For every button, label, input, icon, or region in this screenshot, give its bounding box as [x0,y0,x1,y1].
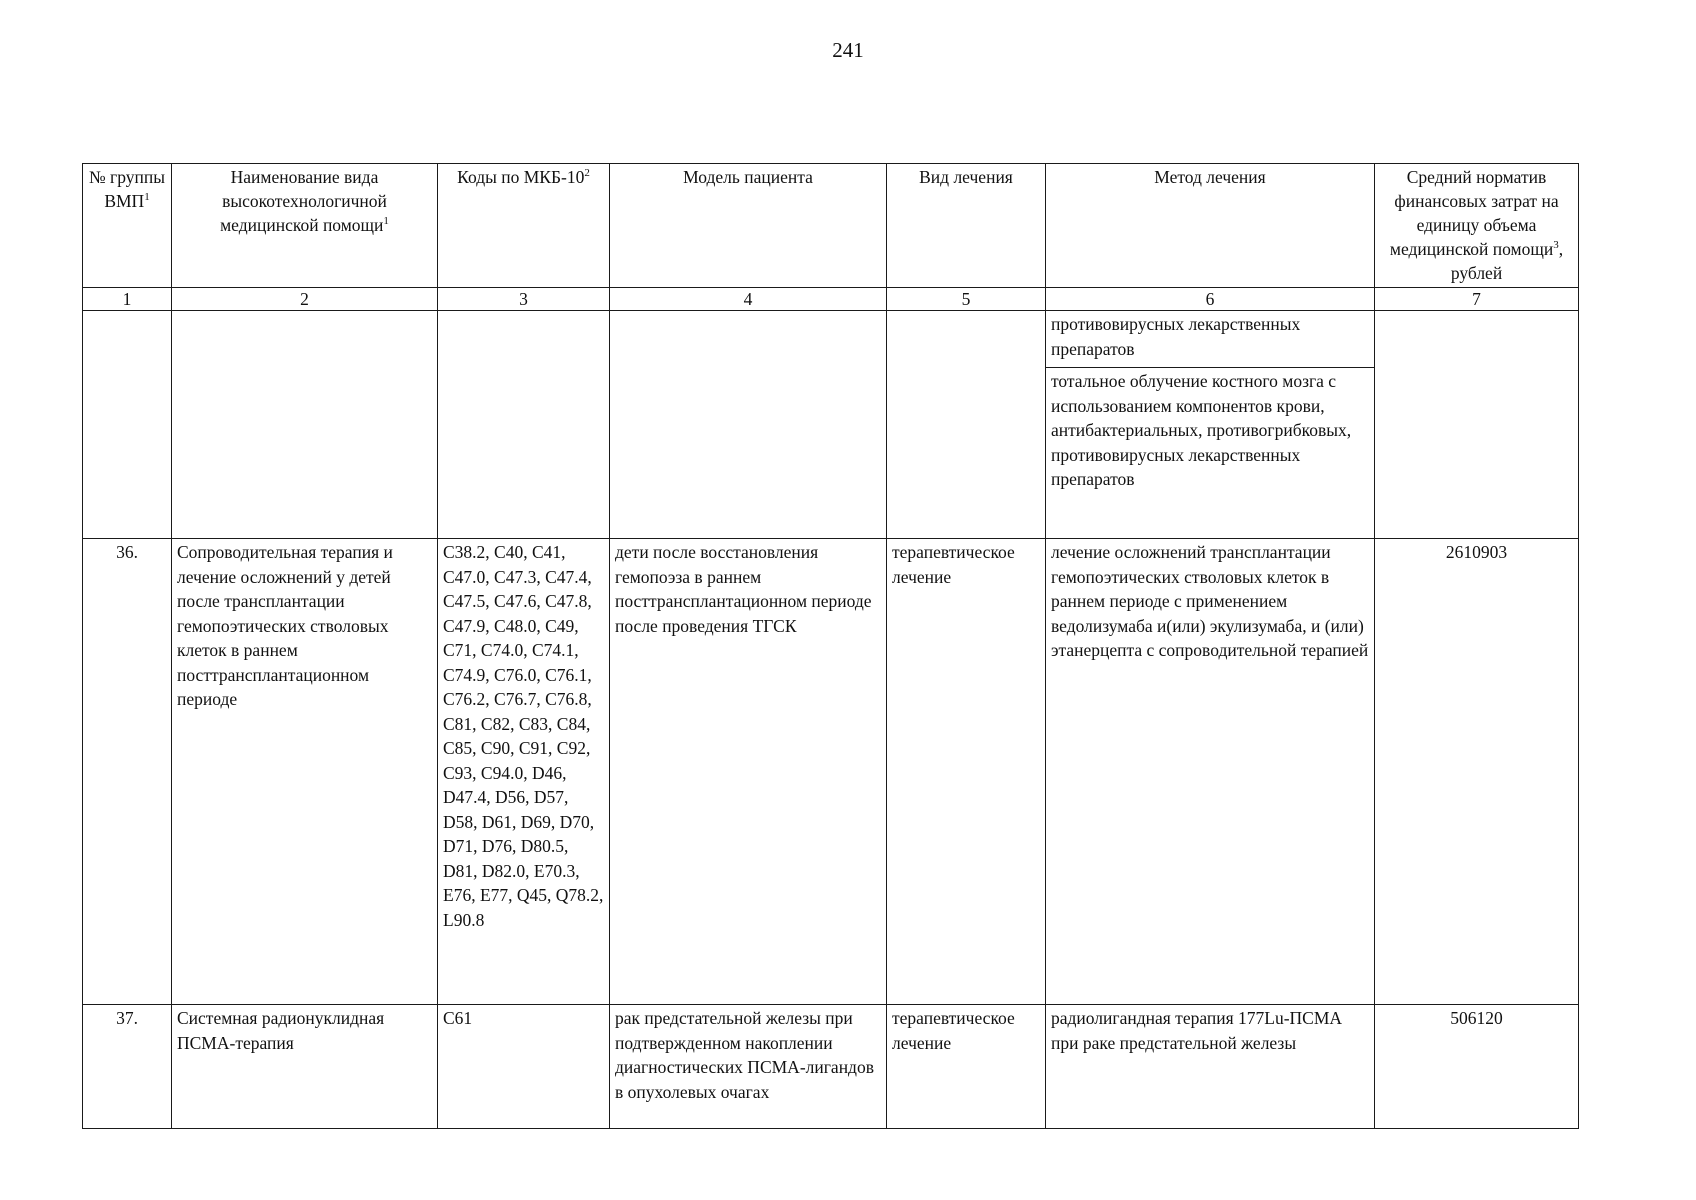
header-cost-norm: Средний норматив финансовых затрат на единицу объема медицинской помощи$^3$, рублей [1375,164,1579,288]
column-number: 5 [887,288,1046,311]
cell-care-type-name: Системная радионуклидная ПСМА-терапия [172,1005,438,1129]
cell-icd-codes: C61 [438,1005,610,1129]
cell-icd-codes: C38.2, C40, C41, C47.0, C47.3, C47.4, C47.5, C47.6, C47.8, C47.9, C48.0, C49, C71, C74.0, C74.1, C74.9, C76.0, C76.1, C76.2, C76.7, C76.8, C81, C82, C83, C84, C85, C90, C91, C92, C93, C94.0, D46, D47.4, D56, D57, D58, D61, D69, D70, D71, D76, D80.5, D81, D82.0, E70.3, E76, E77, Q45, Q78.2, L90.8 [438,539,610,1005]
page-number: 241 [832,38,864,62]
table-row [83,539,1579,1005]
method-item: тотальное облучение костного мозга с использованием компонентов крови, антибактериальных, противогрибковых, противовирусных лекарственных препаратов [1046,367,1374,493]
cell-cost-norm: 2610903 [1375,539,1579,1005]
cell-treatment-type: терапевтическое лечение [887,1005,1046,1129]
header-patient-model: Модель пациента [610,164,887,288]
column-number: 4 [610,288,887,311]
cell-patient-model: рак предстательной железы при подтвержденном накоплении диагностических ПСМА-лигандов в опухолевых очагах [610,1005,887,1129]
vmp-table [82,163,1579,1129]
cell-empty [1375,311,1579,539]
header-icd-codes: Коды по МКБ-$10^2$ [438,164,610,288]
column-number: 2 [172,288,438,311]
cell-empty [172,311,438,539]
cell-cost-norm: 506120 [1375,1005,1579,1129]
column-number-row [83,288,1579,311]
column-number: 6 [1046,288,1375,311]
header-care-type-name: Наименование вида высокотехнологичной медицинской помощи$^1$ [172,164,438,288]
cell-treatment-method: радиолигандная терапия 177Lu-ПСМА при раке предстательной железы [1046,1005,1375,1129]
table-row [83,1005,1579,1129]
column-number: 3 [438,288,610,311]
column-number: 7 [1375,288,1579,311]
cell-treatment-type: терапевтическое лечение [887,539,1046,1005]
header-group-number: № группы ВМП$^1$ [83,164,172,288]
header-row [83,164,1579,288]
cell-group-number: 37. [83,1005,172,1129]
method-item: противовирусных лекарственных препаратов [1051,314,1301,359]
cell-empty [887,311,1046,539]
cell-empty [610,311,887,539]
cell-treatment-method: лечение осложнений трансплантации гемопоэтических стволовых клеток в раннем периоде с применением ведолизумаба и(или) экулизумаба, и (или) этанерцепта с сопроводительной терапией [1046,539,1375,1005]
column-number: 1 [83,288,172,311]
table-row-continuation [83,311,1579,539]
cell-empty [438,311,610,539]
cell-patient-model: дети после восстановления гемопоэза в раннем посттрансплантационном периоде после проведения ТГСК [610,539,887,1005]
header-treatment-method: Метод лечения [1046,164,1375,288]
header-treatment-type: Вид лечения [887,164,1046,288]
cell-method-continuation [1046,311,1375,539]
cell-empty [83,311,172,539]
cell-care-type-name: Сопроводительная терапия и лечение осложнений у детей после трансплантации гемопоэтических стволовых клеток в раннем посттрансплантационном периоде [172,539,438,1005]
cell-group-number: 36. [83,539,172,1005]
